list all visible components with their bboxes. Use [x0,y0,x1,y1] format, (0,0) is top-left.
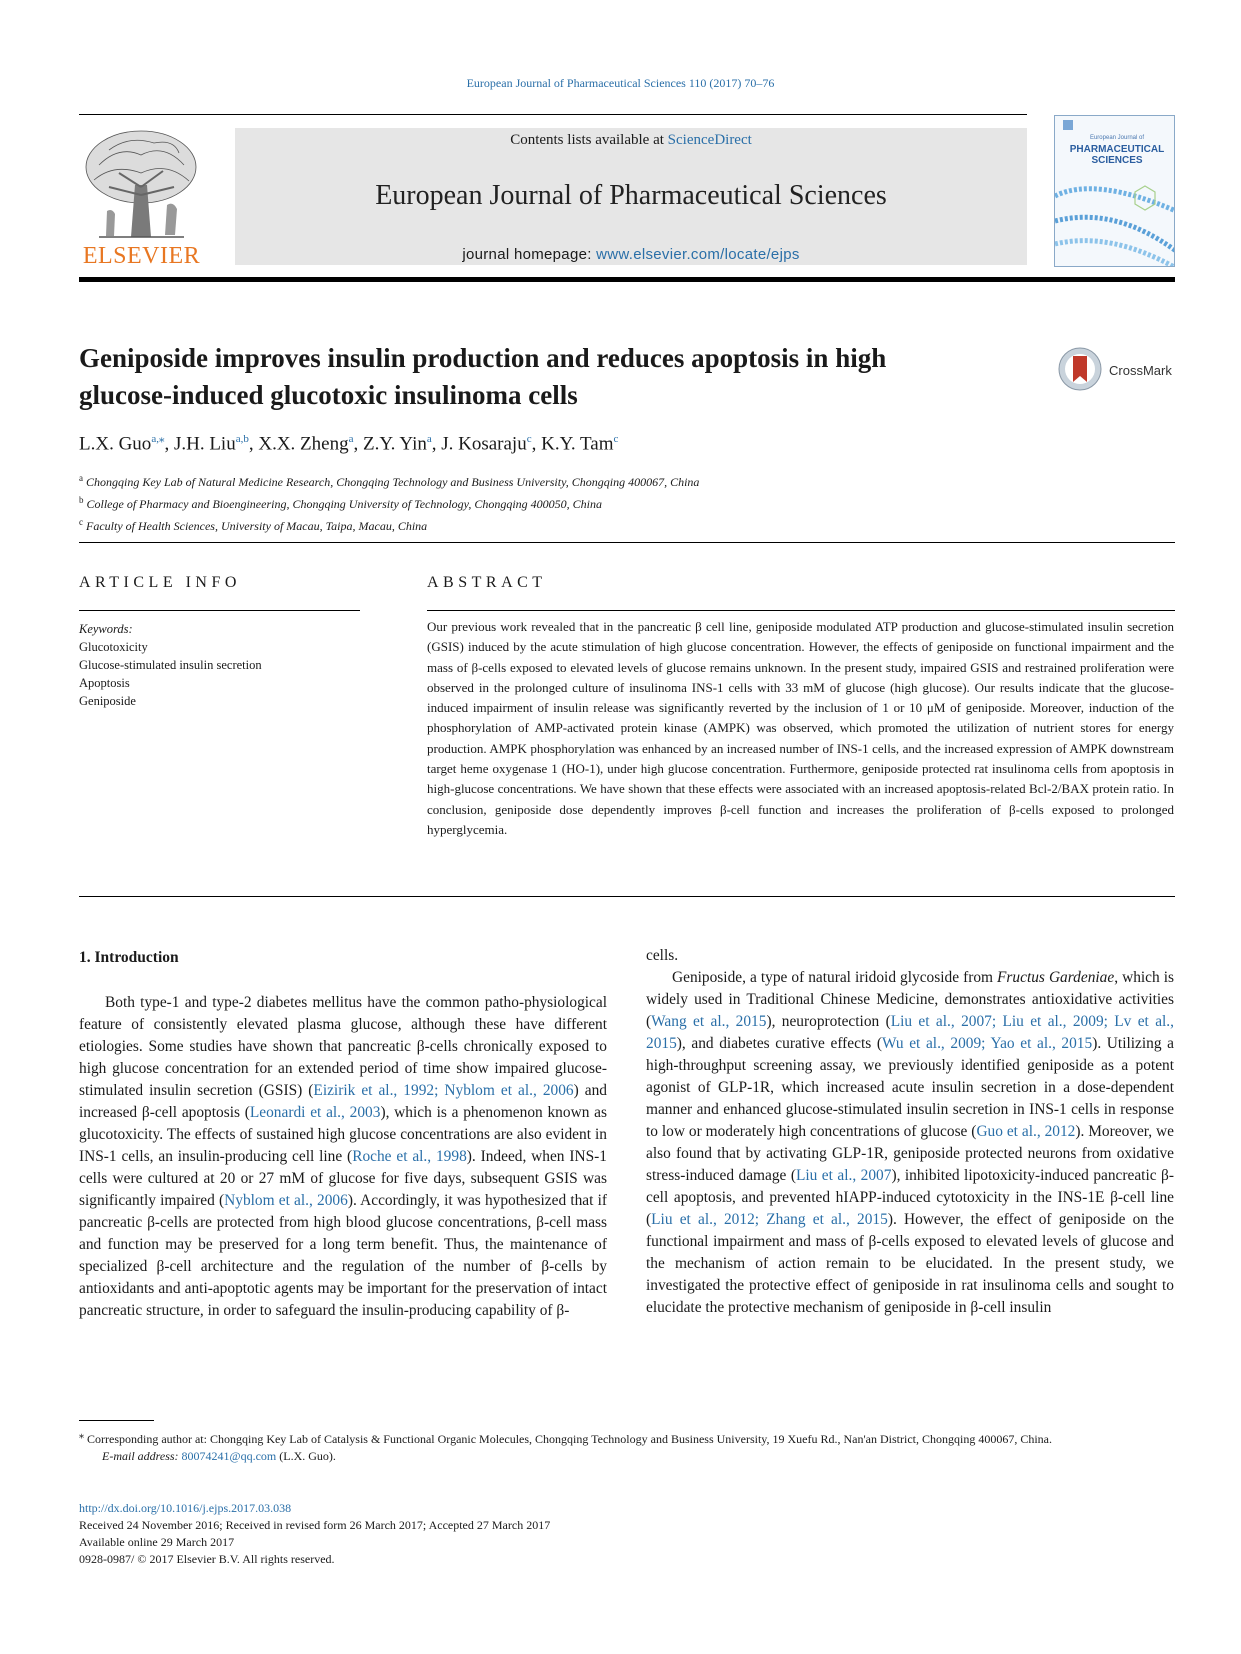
cover-line-2: PHARMACEUTICAL [1069,144,1165,155]
affiliation-item [79,469,699,491]
paragraph-text: ). However, the effect of geniposide on the functional impairment and mass of β-cells exposed to elevated levels of glucose and the mechanism of action remain to be elucidated. In the present study, we investigated the protective effect of geniposide in rat insulinoma cells and sought to elucidate the protective mechanism of geniposide in β-cell insulin [646,1211,1174,1316]
citation-link[interactable]: Liu et al., 2007; Liu et al., 2009; Lv et al., 2015 [646,1013,1174,1052]
citation-link[interactable]: Leonardi et al., 2003 [249,1104,381,1121]
copyright-notice: 0928-0987/ © 2017 Elsevier B.V. All rights reserved. [79,1552,335,1566]
email-link[interactable]: 80074241@qq.com [181,1449,277,1463]
article-title [79,340,979,414]
email-suffix: (L.X. Guo). [276,1449,336,1463]
footnote-marker: ⁎ [79,1430,84,1441]
citation-link[interactable]: Liu et al., 2012; Zhang et al., 2015 [651,1211,888,1228]
paragraph-text: ), inhibited lipotoxicity-induced pancreatic β-cell apoptosis, and prevented hIAPP-induced cytotoxicity in the INS-1E β-cell line ( [646,1167,1174,1228]
author-name: X.X. Zheng [258,433,349,455]
citation-link[interactable]: Eizirik et al., 1992; Nyblom et al., 2006 [313,1082,574,1099]
citation-link[interactable]: Roche et al., 1998 [352,1148,467,1165]
author-list: L.X. Guo$^{a,⁎}$, J.H. Liu$^{a,b}$, X.X. Zheng$^a$, Z.Y. Yin$^a$, J. Kosaraju$^c$, K.Y. Tam$^c$ [79,433,619,455]
paragraph-text: ). Moreover, we also found that by activating GLP-1R, geniposide protected neurons from oxidative stress-induced damage ( [646,1123,1175,1184]
abstract-heading: ABSTRACT [427,574,547,591]
affiliation-item [79,491,699,513]
paragraph-text: ), neuroprotection ( [766,1013,891,1030]
author-affiliation-link[interactable]: a [426,433,432,445]
email-label: E-mail address: [102,1449,179,1463]
paragraph-text: ) and increased β-cell apoptosis ( [79,1082,607,1121]
citation-link[interactable]: Guo et al., 2012 [976,1123,1076,1140]
abstract-bottom-rule [79,896,1175,897]
citation-link[interactable]: Wu et al., 2009; Yao et al., 2015 [881,1035,1093,1052]
author-name: J.H. Liu [173,433,236,455]
elsevier-wordmark: ELSEVIER [82,243,201,269]
paragraph-text: Geniposide, a type of natural iridoid glycoside from [672,969,998,986]
author-affiliation-link[interactable]: a,b [235,433,249,445]
doi-link[interactable]: http://dx.doi.org/10.1016/j.ejps.2017.03.038 [79,1501,292,1515]
introduction-paragraph-1 [79,992,607,1322]
author-affiliation-link[interactable]: a [348,433,354,445]
keyword-item: Apoptosis [79,676,130,690]
article-title-line-1: Geniposide improves insulin production and reduces apoptosis in high [79,343,887,373]
author-affiliation-link[interactable]: c [613,433,619,445]
footnote-text: Corresponding author at: Chongqing Key Lab of Catalysis & Functional Organic Molecules, Chongqing Technology and Business University, 19 Xuefu Rd., Nan'an District, Chongqing 400067, China. [87,1432,1052,1446]
journal-cover-image [1054,115,1175,267]
citation-link[interactable]: Wang et al., 2015 [651,1013,767,1030]
available-online: Available online 29 March 2017 [79,1535,235,1549]
citation-link[interactable]: Nyblom et al., 2006 [224,1192,348,1209]
abstract-text: Our previous work revealed that in the pancreatic β cell line, geniposide modulated ATP production and glucose-stimulated insulin secretion (GSIS) induced by the acute stimulation of high glucose concentration. However, the effects of geniposide on functional impairment and the mass of β-cells exposed to elevated levels of glucose remains unknown. In the present study, impaired GSIS and restrained proliferation were observed in the prolonged culture of insulinoma INS-1 cells with 33 mM of glucose (high glucose). Our results indicate that the glucose-induced impairment of insulin release was significantly reverted by the inclusion of 1 or 10 μM of geniposide. Moreover, induction of the phosphorylation of AMP-activated protein kinase (AMPK) was observed, which promoted the utilization of nutrient stores for energy production. AMPK phosphorylation was enhanced by an increased number of INS-1 cells, and the increased expression of AMPK downstream target heme oxygenase 1 (HO-1), under high glucose concentration. Furthermore, geniposide protected rat insulinoma cells from apoptosis in high-glucose concentrations. We have shown that these effects were associated with an increased apoptosis-related Bcl-2/BAX protein ratio. In conclusion, geniposide dose dependently improves β-cell function and increases the proliferation of β-cells exposed to prolonged hyperglycemia. [427,619,1174,837]
affiliation-list [79,469,699,535]
journal-masthead [79,125,1175,273]
received-dates: Received 24 November 2016; Received in revised form 26 March 2017; Accepted 27 March 2017 [79,1518,551,1532]
paragraph-text: ), and diabetes curative effects ( [676,1035,882,1052]
affiliation-text: College of Pharmacy and Bioengineering, Chongqing University of Technology, Chongqing 400050, China [86,497,603,511]
keywords-label: Keywords: [79,622,133,636]
citation-link[interactable]: Liu et al., 2007 [795,1167,892,1184]
email-line [79,1448,1175,1465]
article-title-line-2: glucose-induced glucotoxic insulinoma cells [79,380,578,410]
author-name: J. Kosaraju [441,433,527,455]
info-top-rule [79,542,1175,543]
publication-info [79,1500,550,1568]
abstract-rule [427,610,1175,611]
author-affiliation-link[interactable]: a,⁎ [151,433,165,445]
affiliation-text: Chongqing Key Lab of Natural Medicine Research, Chongqing Technology and Business University, Chongqing 400067, China [86,475,700,489]
cover-line-3: SCIENCES [1091,155,1143,166]
journal-reference-link[interactable]: European Journal of Pharmaceutical Sciences 110 (2017) 70–76 [466,76,775,90]
crossmark-icon [1057,346,1103,392]
journal-title: European Journal of Pharmaceutical Sciences [375,180,887,211]
contents-prefix: Contents lists available at [510,132,668,148]
article-info-heading: ARTICLE INFO [79,574,241,591]
article-info-rule [79,610,360,611]
section-heading-introduction: 1. Introduction [79,949,179,966]
crossmark-label: CrossMark [1109,363,1172,378]
affiliation-marker: a [79,473,83,483]
footnote-rule [79,1420,154,1421]
homepage-link[interactable]: www.elsevier.com/locate/ejps [596,246,800,263]
elsevier-tree-logo [79,125,204,269]
keyword-item: Glucotoxicity [79,640,148,654]
crossmark-button[interactable] [1057,346,1177,398]
affiliation-item [79,513,699,535]
paragraph-text: ). Indeed, when INS-1 cells were cultured at 20 or 27 mM of glucose for five days, subsequent GSIS was significantly impaired ( [79,1148,607,1209]
affiliation-text: Faculty of Health Sciences, University of Macau, Taipa, Macau, China [86,519,428,533]
homepage-prefix: journal homepage: [462,246,597,263]
journal-banner [235,128,1027,265]
affiliation-marker: c [79,517,83,527]
keywords-block [79,620,262,710]
affiliation-marker: b [79,495,84,505]
body-column-left [79,947,607,1322]
header-top-rule [79,114,1027,115]
footnote-text-line [79,1427,1175,1448]
author-name: L.X. Guo [79,433,152,455]
contents-line [235,132,1027,149]
paragraph-text: Both type-1 and type-2 diabetes mellitus have the common patho-physiological feature of consistently elevated plasma glucose, although these have different etiologies. Some studies have shown that pancreatic β-cells chronically exposed to high glucose concentration for an extended period of time show impaired glucose-stimulated insulin secretion (GSIS) ( [79,994,607,1099]
keyword-item: Geniposide [79,694,136,708]
sciencedirect-link[interactable]: ScienceDirect [667,132,752,148]
author-name: K.Y. Tam [541,433,614,455]
paragraph-text: , which is widely used in Traditional Chinese Medicine, demonstrates antioxidative activities ( [646,969,1174,1030]
author-affiliation-link[interactable]: c [526,433,532,445]
cover-art-icon [1055,116,1175,267]
species-name: Fructus Gardeniae [997,969,1115,986]
paragraph-continuation: cells. [646,947,679,964]
author-name: Z.Y. Yin [362,433,427,455]
body-column-right [646,945,1174,1319]
header-bottom-rule [79,277,1175,282]
corresponding-author-footnote [79,1427,1175,1465]
paragraph-text: ), which is a phenomenon known as glucotoxicity. The effects of sustained high glucose concentrations are also evident in INS-1 cells, an insulin-producing cell line ( [79,1104,607,1165]
journal-homepage [235,246,1027,263]
cover-line-1: European Journal of [1089,135,1145,141]
paragraph-text: ). Utilizing a high-throughput screening assay, we previously identified geniposide as a potent agonist of GLP-1R, which increased acute insulin secretion in a dose-dependent manner and enhanced glucose-stimulated insulin secretion in INS-1 cells in response to low or moderately high concentrations of glucose ( [646,1035,1174,1140]
tree-illustration-icon [79,125,204,243]
keyword-item: Glucose-stimulated insulin secretion [79,658,262,672]
introduction-paragraph-2 [646,967,1174,1319]
paragraph-text: ). Accordingly, it was hypothesized that if pancreatic β-cells are protected from high blood glucose concentrations, β-cell mass and function may be preserved for a long term benefit. Thus, the maintenance of specialized β-cell architecture and the regulation of the number of β-cells by antioxidants and anti-apoptotic agents may be important for the preservation of intact pancreatic structure, in order to safeguard the insulin-producing capability of β- [79,1192,607,1319]
